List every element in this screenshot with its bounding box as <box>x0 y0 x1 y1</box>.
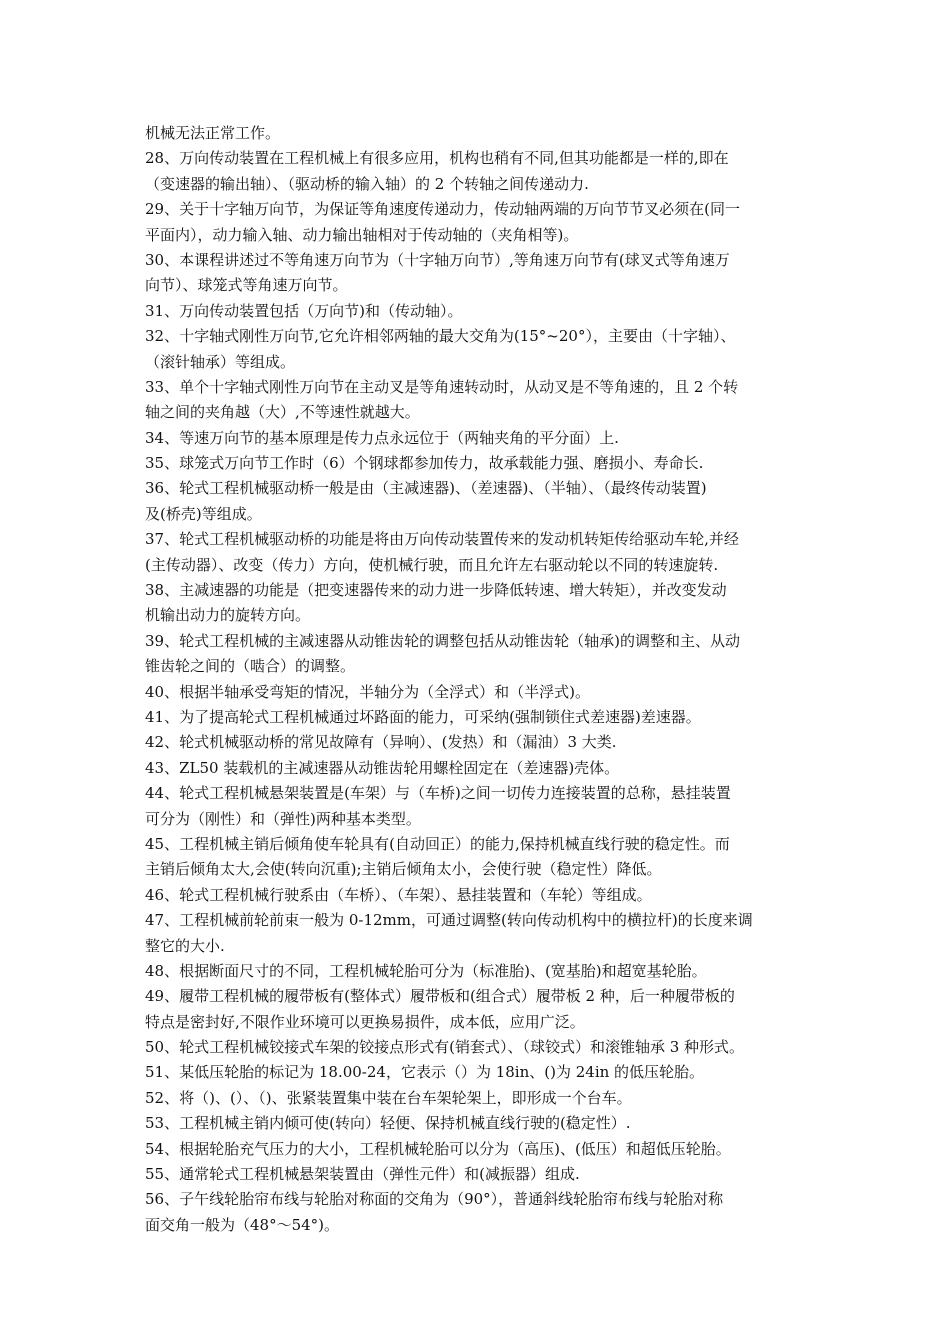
text-line: 28、万向传动装置在工程机械上有很多应用，机构也稍有不同,但其功能都是一样的,即在 <box>145 149 729 168</box>
text-line: 46、轮式工程机械行驶系由（车桥）、（车架）、悬挂装置和（车轮）等组成。 <box>145 885 652 904</box>
text-line: 41、为了提高轮式工程机械通过坏路面的能力，可采纳(强制锁住式差速器)差速器。 <box>145 707 701 726</box>
text-line: 47、工程机械前轮前束一般为 0-12mm，可通过调整(转向传动机构中的横拉杆)的长度来调 <box>145 911 753 930</box>
text-line: 44、轮式工程机械悬架装置是(车架）与（车桥)之间一切传力连接装置的总称，悬挂装置 <box>145 784 731 803</box>
text-line: 53、工程机械主销内倾可使(转向）轻便、保持机械直线行驶的(稳定性）. <box>145 1114 631 1133</box>
text-line: 面交角一般为（48°～54°)。 <box>145 1215 340 1234</box>
text-line: (主传动器）、改变（传力）方向，使机械行驶，而且允许左右驱动轮以不同的转速旋转. <box>145 555 719 574</box>
document-body <box>145 121 825 1238</box>
text-line: 38、主减速器的功能是（把变速器传来的动力进一步降低转速、增大转矩），并改变发动 <box>145 581 727 600</box>
text-line: 33、单个十字轴式刚性万向节在主动叉是等角速转动时，从动叉是不等角速的，且 2 个转 <box>145 377 739 396</box>
text-line: 40、根据半轴承受弯矩的情况，半轴分为（全浮式）和（半浮式)。 <box>145 682 590 701</box>
text-line: 37、轮式工程机械驱动桥的功能是将由万向传动装置传来的发动机转矩传给驱动车轮,并经 <box>145 530 739 549</box>
text-line: 52、将（)、(）、（)、张紧装置集中装在台车架轮架上，即形成一个台车。 <box>145 1088 632 1107</box>
text-line: 机输出动力的旋转方向。 <box>145 606 311 625</box>
text-line: 36、轮式工程机械驱动桥一般是由（主减速器)、（差速器)、（半轴）、（最终传动装置) <box>145 479 707 498</box>
text-line: 48、根据断面尺寸的不同，工程机械轮胎可分为（标准胎)、(宽基胎)和超宽基轮胎。 <box>145 961 707 980</box>
text-line: 整它的大小. <box>145 936 225 955</box>
text-line: 特点是密封好,不限作业环境可以更换易损件，成本低，应用广泛。 <box>145 1012 585 1031</box>
text-line: 42、轮式机械驱动桥的常见故障有（异响）、(发热）和（漏油）3 大类. <box>145 733 617 752</box>
text-line: 机械无法正常工作。 <box>145 124 281 142</box>
text-line: 31、万向传动装置包括（万向节)和（传动轴）。 <box>145 301 463 320</box>
text-line: 可分为（刚性）和（弹性)两种基本类型。 <box>145 809 421 828</box>
text-line: 30、本课程讲述过不等角速万向节为（十字轴万向节）,等角速万向节有(球叉式等角速万 <box>145 250 730 269</box>
text-line: 主销后倾角太大,会使(转向沉重);主销后倾角太小，会使行驶（稳定性）降低。 <box>145 860 662 879</box>
text-line: （变速器的输出轴）、（驱动桥的输入轴）的 2 个转轴之间传递动力. <box>145 174 589 193</box>
text-line: 55、通常轮式工程机械悬架装置由（弹性元件）和(减振器）组成. <box>145 1165 580 1184</box>
text-line: 向节）、球笼式等角速万向节。 <box>145 276 348 295</box>
text-line: 轴之间的夹角越（大）,不等速性就越大。 <box>145 403 420 422</box>
text-line: 49、履带工程机械的履带板有(整体式）履带板和(组合式）履带板 2 种，后一种履带板的 <box>145 987 735 1006</box>
text-line: （滚针轴承）等组成。 <box>145 352 296 371</box>
text-line: 54、根据轮胎充气压力的大小，工程机械轮胎可以分为（高压)、(低压）和超低压轮胎。 <box>145 1139 731 1158</box>
text-line: 32、十字轴式刚性万向节,它允许相邻两轴的最大交角为(15°~20°），主要由（十字轴）、 <box>145 327 736 346</box>
text-line: 29、关于十字轴万向节，为保证等角速度传递动力，传动轴两端的万向节节叉必须在(同一 <box>145 200 740 219</box>
text-line: 56、子午线轮胎帘布线与轮胎对称面的交角为（90°），普通斜线轮胎帘布线与轮胎对称 <box>145 1190 724 1209</box>
text-line: 45、工程机械主销后倾角使车轮具有(自动回正）的能力,保持机械直线行驶的稳定性。而 <box>145 834 730 853</box>
text-line: 34、等速万向节的基本原理是传力点永远位于（两轴夹角的平分面）上. <box>145 428 619 447</box>
text-line: 及(桥壳)等组成。 <box>145 504 262 523</box>
text-line: 43、ZL50 装载机的主减速器从动锥齿轮用螺栓固定在（差速器)壳体。 <box>145 758 620 777</box>
text-line: 51、某低压轮胎的标记为 18.00-24，它表示（）为 18in、()为 24in 的低压轮胎。 <box>145 1063 705 1082</box>
text-line: 50、轮式工程机械铰接式车架的铰接点形式有(销套式）、（球铰式）和滚锥轴承 3 种形式。 <box>145 1038 745 1057</box>
text-line: 39、轮式工程机械的主减速器从动锥齿轮的调整包括从动锥齿轮（轴承)的调整和主、从动 <box>145 631 740 650</box>
text-line: 35、球笼式万向节工作时（6）个钢球都参加传力，故承载能力强、磨损小、寿命长. <box>145 454 704 473</box>
text-line: 平面内），动力输入轴、动力输出轴相对于传动轴的（夹角相等)。 <box>145 225 579 244</box>
text-line: 锥齿轮之间的（啮合）的调整。 <box>145 657 356 676</box>
